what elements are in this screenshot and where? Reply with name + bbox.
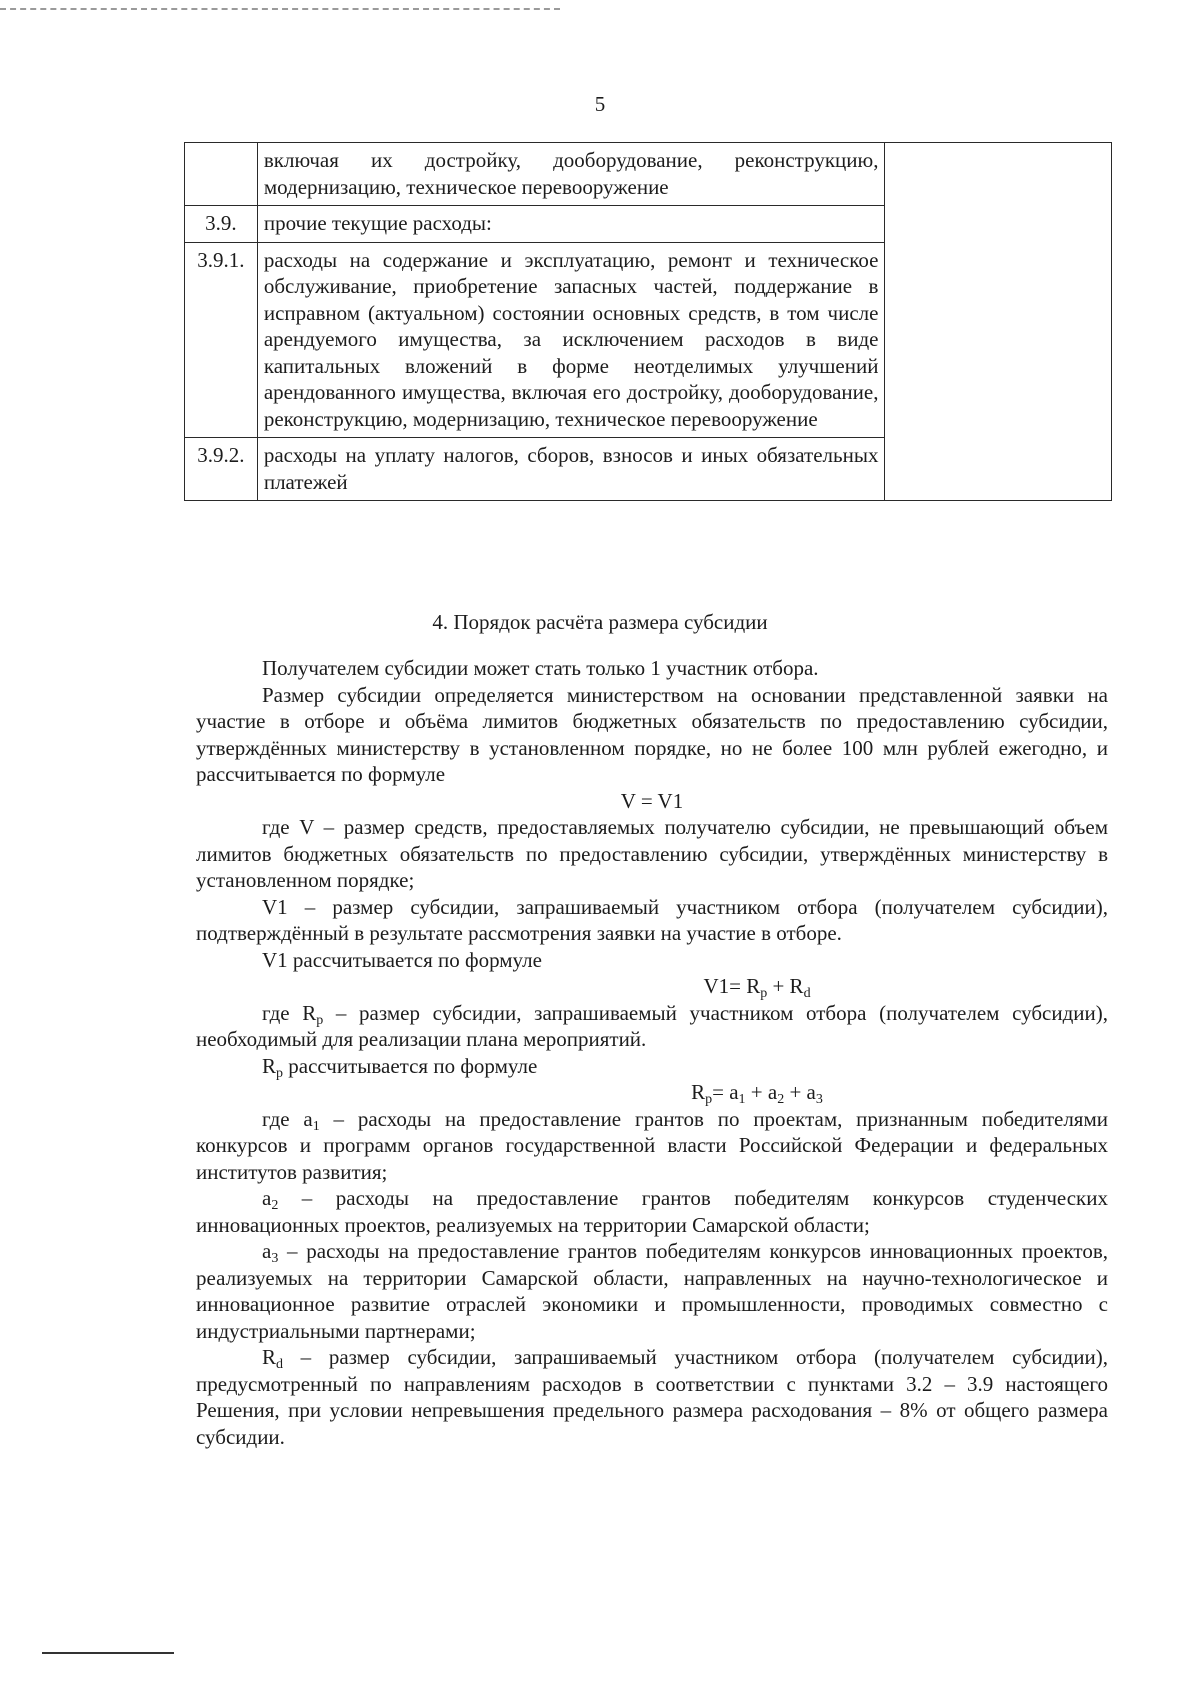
expense-table: [184, 142, 1112, 501]
paragraph-recipient: Получателем субсидии может стать только 1 участник отбора.: [262, 656, 819, 680]
item-description: расходы на содержание и эксплуатацию, ремонт и техническое обслуживание, приобретение запасных частей, поддержание в исправном (актуальном) состоянии основных средств, в том числе арендуемого имущества, за исключением расходов в виде капитальных вложений в форме неотделимых улучшений арендованного имущества, включая его достройку, дооборудование, реконструкцию, модернизацию, техническое перевооружение: [257, 242, 885, 438]
item-description: включая их достройку, дооборудование, реконструкцию, модернизацию, техническое перевооружение: [257, 143, 885, 206]
table-row: [185, 143, 1112, 206]
paragraph-rp-definition: где $R_p$ – размер субсидии, запрашиваемый участником отбора (получателем субсидии), необходимый для реализации плана мероприятий.: [196, 1000, 1108, 1051]
formula-v: V = V1: [620, 788, 684, 813]
body-text: [196, 655, 1108, 1450]
paragraph-rp-calc: $R_p$ рассчитывается по формуле: [262, 1053, 538, 1081]
paragraph-a3-definition: $a_3$ – расходы на предоставление грантов победителям конкурсов инновационных проектов, реализуемых на территории Самарской области, направленных на научно-технологическое и инновационное развитие отраслей экономики и промышленности, проводимых совместно с индустриальными партнерами;: [196, 1239, 1108, 1343]
paragraph-v1-definition: V1 – размер субсидии, запрашиваемый участником отбора (получателем субсидии), подтверждённый в результате рассмотрения заявки на участие в отборе.: [196, 894, 1108, 945]
paragraph-a1-definition: где $a_1$ – расходы на предоставление грантов по проектам, признанным победителями конкурсов и программ органов государственной власти Российской Федерации и федеральных институтов развития;: [196, 1106, 1108, 1184]
formula-v1: $V1= R_p + R_d$: [703, 974, 811, 1001]
formula-rp: $R_p= a_1 + a_2 + a_3$: [691, 1080, 823, 1107]
paragraph-v-definition: где V – размер средств, предоставляемых получателю субсидии, не превышающий объем лимитов бюджетных обязательств по предоставлению субсидии, утверждённых министерству в установленном порядке;: [196, 815, 1108, 892]
empty-column: [885, 143, 1112, 501]
item-description: расходы на уплату налогов, сборов, взносов и иных обязательных платежей: [257, 438, 885, 501]
paragraph-rd-definition: $R_d$ – размер субсидии, запрашиваемый участником отбора (получателем субсидии), предусмотренный по направлениям расходов в соответствии с пунктами 3.2 – 3.9 настоящего Решения, при условии непревышения предельного размера расходования – 8% от общего размера субсидии.: [196, 1345, 1108, 1449]
paragraph-a2-definition: $a_2$ – расходы на предоставление грантов победителям конкурсов студенческих инновационных проектов, реализуемых на территории Самарской области;: [196, 1186, 1108, 1237]
item-description: прочие текущие расходы:: [257, 206, 885, 243]
section-heading: 4. Порядок расчёта размера субсидии: [432, 610, 768, 634]
item-number: 3.9.: [185, 206, 258, 243]
scan-edge-top: [0, 8, 560, 10]
item-number: 3.9.1.: [185, 242, 258, 438]
page-number: 5: [594, 92, 606, 116]
footer-rule: [42, 1652, 174, 1654]
paragraph-v1-calc: V1 рассчитывается по формуле: [262, 947, 542, 972]
item-number: 3.9.2.: [185, 438, 258, 501]
paragraph-subsidy-size: Размер субсидии определяется министерством на основании представленной заявки на участие в отборе и объёма лимитов бюджетных обязательств по предоставлению субсидии, утверждённых министерству в установленном порядке, но не более 100 млн рублей ежегодно, и рассчитывается по формуле: [196, 682, 1108, 786]
item-number: [185, 143, 258, 206]
